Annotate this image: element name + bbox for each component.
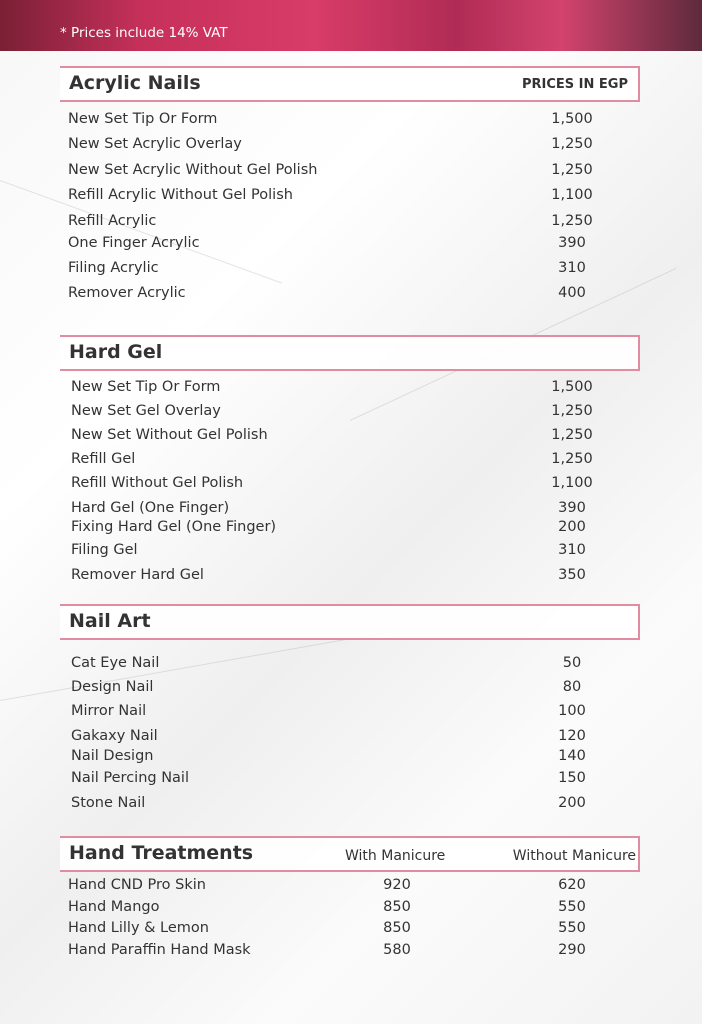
item-price: 1,500 xyxy=(551,379,593,395)
item-name: New Set Tip Or Form xyxy=(71,379,221,395)
item-name: Hard Gel (One Finger) xyxy=(71,500,230,516)
section-title: Hard Gel xyxy=(69,341,163,363)
item-name: Hand Lilly & Lemon xyxy=(68,920,209,936)
item-price: 200 xyxy=(558,519,586,535)
column-header-with-manicure: With Manicure xyxy=(345,848,446,864)
item-name: Hand CND Pro Skin xyxy=(68,877,206,893)
section-header-nail-art xyxy=(60,604,640,640)
item-price: 1,250 xyxy=(551,162,593,178)
section-header-hand xyxy=(60,836,640,872)
item-price: 400 xyxy=(558,285,586,301)
item-price: 1,100 xyxy=(551,475,593,491)
item-price: 140 xyxy=(558,748,586,764)
item-price: 1,250 xyxy=(551,427,593,443)
item-price: 1,250 xyxy=(551,136,593,152)
item-price: 310 xyxy=(558,542,586,558)
item-name: New Set Acrylic Overlay xyxy=(68,136,242,152)
item-price: 390 xyxy=(558,500,586,516)
item-price: 1,250 xyxy=(551,451,593,467)
item-name: Refill Acrylic Without Gel Polish xyxy=(68,187,293,203)
section-title: Acrylic Nails xyxy=(69,72,201,94)
item-price: 1,250 xyxy=(551,213,593,229)
item-name: Hand Paraffin Hand Mask xyxy=(68,942,251,958)
item-price: 100 xyxy=(558,703,586,719)
price-with-manicure: 580 xyxy=(383,942,411,958)
item-name: Refill Acrylic xyxy=(68,213,157,229)
price-with-manicure: 920 xyxy=(383,877,411,893)
item-price: 350 xyxy=(558,567,586,583)
item-price: 200 xyxy=(558,795,586,811)
item-price: 310 xyxy=(558,260,586,276)
item-name: Filing Gel xyxy=(71,542,138,558)
item-name: Design Nail xyxy=(71,679,154,695)
price-without-manicure: 550 xyxy=(558,899,586,915)
section-header-acrylic xyxy=(60,66,640,102)
item-price: 50 xyxy=(562,655,582,671)
price-with-manicure: 850 xyxy=(383,899,411,915)
item-price: 1,100 xyxy=(551,187,593,203)
item-name: Cat Eye Nail xyxy=(71,655,160,671)
price-with-manicure: 850 xyxy=(383,920,411,936)
item-name: Remover Hard Gel xyxy=(71,567,204,583)
item-name: New Set Tip Or Form xyxy=(68,111,218,127)
item-price: 1,500 xyxy=(551,111,593,127)
item-price: 150 xyxy=(558,770,586,786)
header-banner xyxy=(0,0,702,51)
item-name: Mirror Nail xyxy=(71,703,147,719)
item-name: Stone Nail xyxy=(71,795,146,811)
item-price: 390 xyxy=(558,235,586,251)
price-header: PRICES IN EGP xyxy=(521,77,628,92)
item-name: Nail Design xyxy=(71,748,154,764)
item-name: New Set Without Gel Polish xyxy=(71,427,268,443)
item-name: Gakaxy Nail xyxy=(71,728,158,744)
item-name: Remover Acrylic xyxy=(68,285,186,301)
item-name: Hand Mango xyxy=(68,899,160,915)
item-name: New Set Gel Overlay xyxy=(71,403,221,419)
marble-vein xyxy=(0,631,394,701)
item-name: Fixing Hard Gel (One Finger) xyxy=(71,519,277,535)
item-price: 1,250 xyxy=(551,403,593,419)
item-name: New Set Acrylic Without Gel Polish xyxy=(68,162,318,178)
column-header-without-manicure: Without Manicure xyxy=(512,848,636,864)
item-name: Refill Without Gel Polish xyxy=(71,475,244,491)
price-without-manicure: 550 xyxy=(558,920,586,936)
item-price: 80 xyxy=(562,679,582,695)
item-name: Filing Acrylic xyxy=(68,260,159,276)
vat-note: * Prices include 14% VAT xyxy=(60,25,228,41)
item-name: Refill Gel xyxy=(71,451,136,467)
section-title: Nail Art xyxy=(69,610,151,632)
price-without-manicure: 620 xyxy=(558,877,586,893)
item-name: Nail Percing Nail xyxy=(71,770,189,786)
section-title: Hand Treatments xyxy=(69,842,254,864)
price-without-manicure: 290 xyxy=(558,942,586,958)
item-price: 120 xyxy=(558,728,586,744)
item-name: One Finger Acrylic xyxy=(68,235,200,251)
section-header-hard-gel xyxy=(60,335,640,371)
